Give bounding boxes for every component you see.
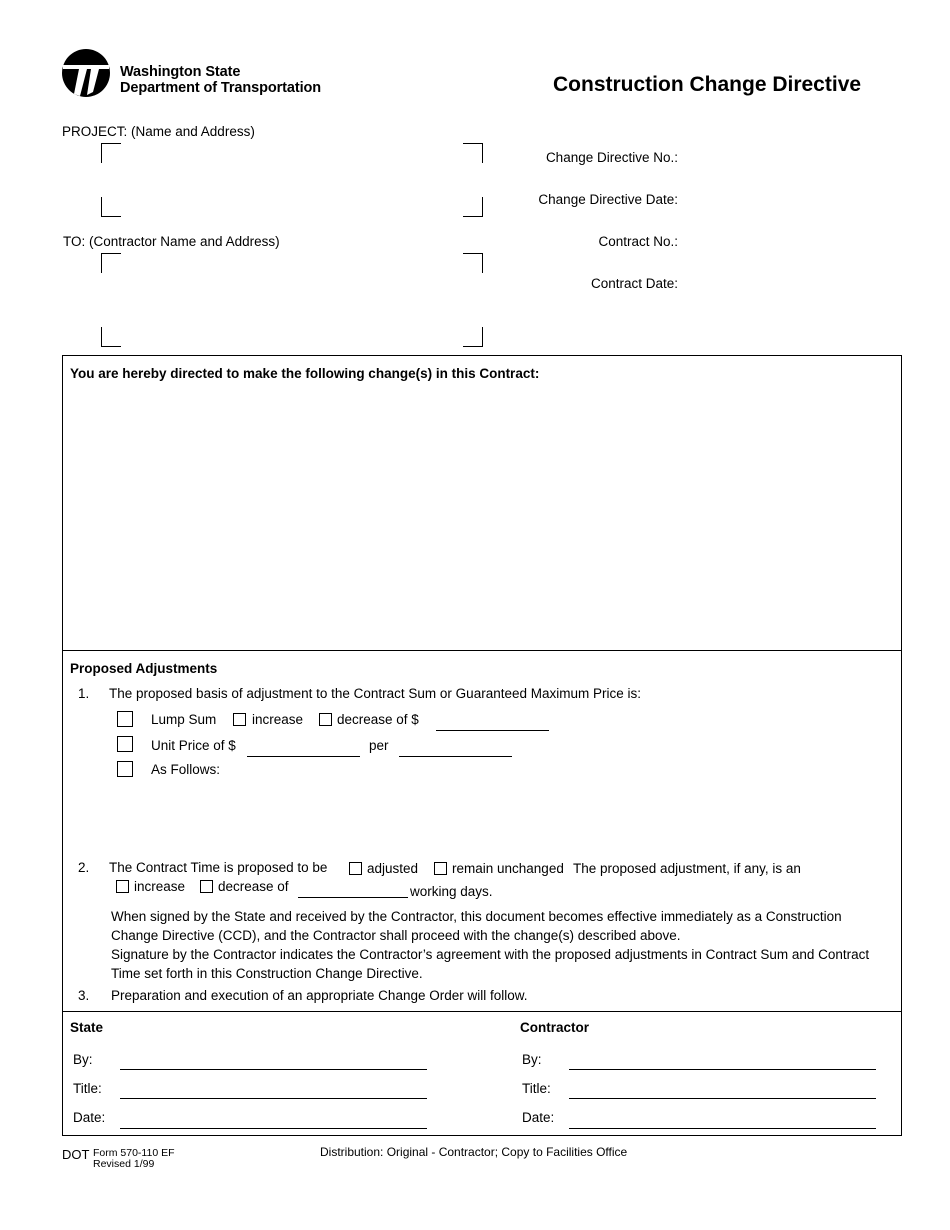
item-number: 2. bbox=[78, 860, 90, 875]
item3-text: Preparation and execution of an appropriate Change Order will follow. bbox=[111, 988, 528, 1003]
agency-name-line1: Washington State bbox=[120, 64, 241, 80]
as-follows-checkbox[interactable] bbox=[117, 761, 133, 777]
form-number: Form 570-110 EF bbox=[93, 1147, 175, 1159]
item2-text: The Contract Time is proposed to be bbox=[109, 860, 328, 875]
contract-no-label: Contract No.: bbox=[598, 234, 678, 249]
contractor-date-field[interactable] bbox=[569, 1128, 876, 1129]
distribution-note: Distribution: Original - Contractor; Copy to Facilities Office bbox=[320, 1145, 628, 1159]
project-field-corner bbox=[463, 197, 483, 217]
contractor-heading: Contractor bbox=[520, 1020, 590, 1035]
contractor-field-corner bbox=[463, 327, 483, 347]
section-divider bbox=[63, 1011, 901, 1012]
decrease-of-label: decrease of bbox=[218, 879, 289, 894]
change-description-area[interactable] bbox=[69, 388, 895, 646]
change-directive-no-label: Change Directive No.: bbox=[545, 150, 678, 165]
time-decrease-checkbox[interactable] bbox=[200, 880, 213, 893]
change-directive-date-label: Change Directive Date: bbox=[538, 192, 678, 207]
contractor-field-corner bbox=[101, 253, 121, 273]
lump-sum-decrease-checkbox[interactable] bbox=[319, 713, 332, 726]
project-field-corner bbox=[463, 143, 483, 163]
agency-name-line2: Department of Transportation bbox=[120, 80, 322, 96]
as-follows-label: As Follows: bbox=[151, 762, 221, 777]
project-field-corner bbox=[101, 143, 121, 163]
state-by-label: By: bbox=[73, 1052, 93, 1067]
project-label: PROJECT: (Name and Address) bbox=[62, 124, 255, 139]
contractor-field-corner bbox=[463, 253, 483, 273]
time-increase-checkbox[interactable] bbox=[116, 880, 129, 893]
project-field-corner bbox=[101, 197, 121, 217]
contractor-date-label: Date: bbox=[522, 1110, 555, 1125]
unit-price-label: Unit Price of $ bbox=[151, 738, 236, 753]
adjusted-label: adjusted bbox=[367, 861, 419, 876]
time-unchanged-checkbox[interactable] bbox=[434, 862, 447, 875]
footer-form-info bbox=[93, 1148, 175, 1170]
lump-sum-increase-checkbox[interactable] bbox=[233, 713, 246, 726]
unit-price-per-field[interactable] bbox=[399, 756, 512, 757]
adjustments-heading: Proposed Adjustments bbox=[70, 661, 218, 676]
state-title-field[interactable] bbox=[120, 1098, 427, 1099]
lump-sum-label: Lump Sum bbox=[151, 712, 217, 727]
wsdot-logo-icon bbox=[61, 48, 111, 98]
contractor-by-field[interactable] bbox=[569, 1069, 876, 1070]
directive-form-box bbox=[62, 355, 902, 1136]
contractor-title-field[interactable] bbox=[569, 1098, 876, 1099]
state-title-label: Title: bbox=[73, 1081, 102, 1096]
working-days-field[interactable] bbox=[298, 897, 408, 898]
contractor-by-label: By: bbox=[522, 1052, 542, 1067]
state-date-label: Date: bbox=[73, 1110, 106, 1125]
increase-label: increase bbox=[134, 879, 186, 894]
increase-label: increase bbox=[252, 712, 304, 727]
item-number: 3. bbox=[78, 988, 90, 1003]
state-date-field[interactable] bbox=[120, 1128, 427, 1129]
as-follows-text-area[interactable] bbox=[151, 782, 891, 854]
unit-price-amount-field[interactable] bbox=[247, 756, 360, 757]
agency-name bbox=[120, 64, 321, 96]
footer-dot: DOT bbox=[62, 1147, 90, 1162]
effect-paragraph: When signed by the State and received by the Contractor, this document becomes effective immediately as a Construction Change Directive (CCD), and the Contractor shall proceed with the change(s) described above. bbox=[111, 909, 842, 943]
decrease-of-label: decrease of $ bbox=[337, 712, 419, 727]
agreement-paragraph: Signature by the Contractor indicates the Contractor’s agreement with the proposed adjustments in Contract Sum and Contract Time set forth in this Construction Change Directive. bbox=[111, 947, 870, 981]
state-heading: State bbox=[70, 1020, 104, 1035]
item-number: 1. bbox=[78, 686, 90, 701]
unit-price-checkbox[interactable] bbox=[117, 736, 133, 752]
remain-unchanged-label: remain unchanged bbox=[452, 861, 564, 876]
page-title: Construction Change Directive bbox=[553, 73, 862, 96]
contract-date-label: Contract Date: bbox=[590, 276, 678, 291]
contractor-field-corner bbox=[101, 327, 121, 347]
revision-date: Revised 1/99 bbox=[93, 1158, 155, 1170]
lump-sum-amount-field[interactable] bbox=[436, 730, 549, 731]
lump-sum-checkbox[interactable] bbox=[117, 711, 133, 727]
item1-text: The proposed basis of adjustment to the Contract Sum or Guaranteed Maximum Price is: bbox=[109, 686, 641, 701]
section-divider bbox=[63, 650, 901, 651]
directive-heading: You are hereby directed to make the following change(s) in this Contract: bbox=[70, 366, 540, 381]
state-by-field[interactable] bbox=[120, 1069, 427, 1070]
item2-tail-text: The proposed adjustment, if any, is an bbox=[573, 861, 801, 876]
time-adjusted-checkbox[interactable] bbox=[349, 862, 362, 875]
contractor-title-label: Title: bbox=[522, 1081, 551, 1096]
to-label: TO: (Contractor Name and Address) bbox=[63, 234, 280, 249]
per-label: per bbox=[369, 738, 389, 753]
working-days-label: working days. bbox=[410, 884, 493, 899]
